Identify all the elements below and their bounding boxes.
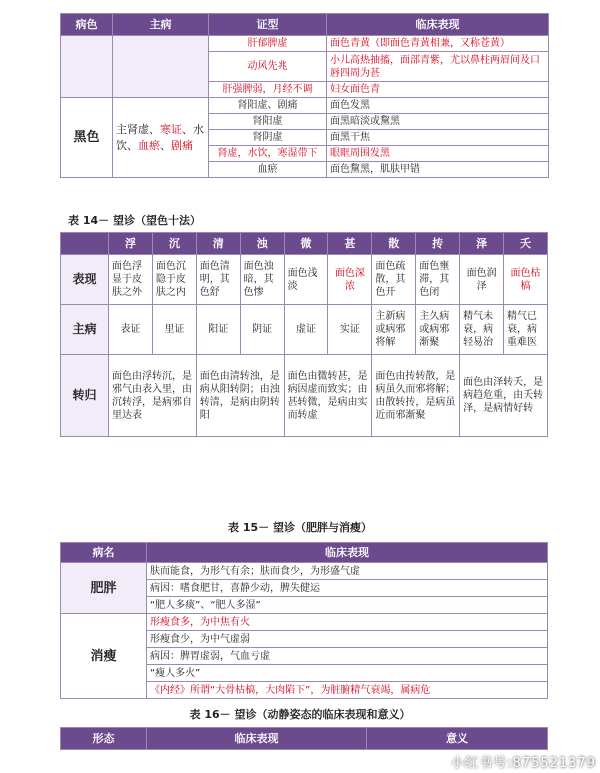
syndrome-cell: 动风先兆 bbox=[209, 52, 327, 82]
emaciation-row: 《内经》所谓“大骨枯槁，大肉陷下”，为脏腑精气衰竭，属病危 bbox=[147, 682, 548, 699]
table-ten-methods bbox=[60, 232, 548, 437]
caption-table-16: 表 16－ 望诊（动静姿态的临床表现和意义） bbox=[189, 708, 411, 721]
clinical-cell: 眼眶周围发黑 bbox=[327, 146, 549, 162]
table-color-diseases bbox=[60, 13, 549, 178]
caption-table-14: 表 14－ 望诊（望色十法） bbox=[68, 214, 201, 227]
emaciation-label: 消瘦 bbox=[61, 614, 147, 699]
disease-cell: 精气未衰，病轻易治 bbox=[460, 305, 504, 355]
syndrome-cell: 肾阳虚、剧痛 bbox=[209, 98, 327, 114]
black-label: 黑色 bbox=[61, 98, 113, 178]
header-disease-color: 病色 bbox=[61, 14, 113, 36]
header-method: 甚 bbox=[328, 233, 372, 255]
clinical-cell: 面色青黄（即面色青黄相兼，又称苍黄） bbox=[327, 36, 549, 52]
header-clinical: 临床表现 bbox=[147, 543, 548, 563]
header-method: 抟 bbox=[416, 233, 460, 255]
header-disease-name: 病名 bbox=[61, 543, 147, 563]
clinical-cell: 面色发黑 bbox=[327, 98, 549, 114]
disease-cell: 阳证 bbox=[196, 305, 240, 355]
emaciation-row: 形瘦食少，为中气虚弱 bbox=[147, 631, 548, 648]
header-method: 夭 bbox=[504, 233, 548, 255]
table-posture bbox=[60, 727, 548, 750]
syndrome-cell: 肾阳虚 bbox=[209, 114, 327, 130]
obesity-row: 病因：嗜食肥甘，喜静少动，脾失健运 bbox=[147, 580, 548, 597]
syndrome-cell: 肝郁脾虚 bbox=[209, 36, 327, 52]
obesity-row: “肥人多痰”、“肥人多湿” bbox=[147, 597, 548, 614]
disease-cell: 精气已衰，病重难医 bbox=[504, 305, 548, 355]
clinical-cell: 小儿高热抽搐，面部青紫，尤以鼻柱两眉间及口唇四周为甚 bbox=[327, 52, 549, 82]
disease-cell: 主新病或病邪将解 bbox=[372, 305, 416, 355]
syndrome-cell: 肾虚，水饮，寒湿带下 bbox=[209, 146, 327, 162]
disease-cell: 表证 bbox=[109, 305, 153, 355]
disease-cell: 实证 bbox=[328, 305, 372, 355]
emaciation-row: 形瘦食多，为中焦有火 bbox=[147, 614, 548, 631]
disease-cell: 主久病或病邪渐聚 bbox=[416, 305, 460, 355]
syndrome-cell: 肝强脾弱，月经不调 bbox=[209, 82, 327, 98]
outcome-cell: 面色由浮转沉，是邪气由表入里，由沉转浮，是病邪自里达表 bbox=[109, 355, 197, 437]
cell-empty bbox=[113, 36, 209, 98]
header-corner bbox=[61, 233, 109, 255]
caption-table-15: 表 15－ 望诊（肥胖与消瘦） bbox=[228, 521, 372, 534]
header-main-disease: 主病 bbox=[113, 14, 209, 36]
header-clinical: 临床表现 bbox=[147, 728, 367, 750]
row-label-manifestation: 表现 bbox=[61, 255, 109, 305]
outcome-cell: 面色由抟转散，是病虽久而邪将解；由散转抟，是病虽近而邪渐聚 bbox=[372, 355, 460, 437]
black-main-disease: 主肾虚、寒证、水饮、血瘀、剧痛 bbox=[113, 98, 209, 178]
clinical-cell: 面色黧黑，肌肤甲错 bbox=[327, 162, 549, 178]
header-method: 清 bbox=[196, 233, 240, 255]
manifestation-cell: 面色疏散，其色开 bbox=[372, 255, 416, 305]
syndrome-cell: 血瘀 bbox=[209, 162, 327, 178]
disease-cell: 里证 bbox=[152, 305, 196, 355]
manifestation-cell: 面色浮显于皮肤之外 bbox=[109, 255, 153, 305]
outcome-cell: 面色由泽转夭，是病趋危重，由夭转泽，是病情好转 bbox=[460, 355, 548, 437]
header-method: 浮 bbox=[109, 233, 153, 255]
header-clinical: 临床表现 bbox=[327, 14, 549, 36]
header-method: 浊 bbox=[240, 233, 284, 255]
header-method: 微 bbox=[284, 233, 328, 255]
outcome-cell: 面色由微转甚，是病因虚而致实；由甚转微，是病由实而转虚 bbox=[284, 355, 372, 437]
row-label-outcome: 转归 bbox=[61, 355, 109, 437]
cell-empty bbox=[61, 36, 113, 98]
watermark: 小红书号:875521379 bbox=[451, 756, 596, 771]
manifestation-cell: 面色清明，其色舒 bbox=[196, 255, 240, 305]
header-syndrome: 证型 bbox=[209, 14, 327, 36]
header-method: 泽 bbox=[460, 233, 504, 255]
manifestation-cell: 面色壅滞，其色闭 bbox=[416, 255, 460, 305]
outcome-cell: 面色由清转浊，是病从阳转阴；由浊转清，是病由阴转阳 bbox=[196, 355, 284, 437]
manifestation-cell: 面色枯槁 bbox=[504, 255, 548, 305]
header-method: 散 bbox=[372, 233, 416, 255]
table-obesity-emaciation bbox=[60, 542, 548, 699]
header-form: 形态 bbox=[61, 728, 147, 750]
disease-cell: 虚证 bbox=[284, 305, 328, 355]
emaciation-row: 病因：脾胃虚弱，气血亏虚 bbox=[147, 648, 548, 665]
obesity-label: 肥胖 bbox=[61, 563, 147, 614]
manifestation-cell: 面色浅淡 bbox=[284, 255, 328, 305]
header-meaning: 意义 bbox=[367, 728, 548, 750]
manifestation-cell: 面色沉隐于皮肤之内 bbox=[152, 255, 196, 305]
clinical-cell: 妇女面色青 bbox=[327, 82, 549, 98]
clinical-cell: 面黑暗淡或黧黑 bbox=[327, 114, 549, 130]
row-label-disease: 主病 bbox=[61, 305, 109, 355]
manifestation-cell: 面色深浓 bbox=[328, 255, 372, 305]
obesity-row: 肤而能食，为形气有余；肤而食少，为形盛气虚 bbox=[147, 563, 548, 580]
disease-cell: 阴证 bbox=[240, 305, 284, 355]
manifestation-cell: 面色浊暗，其色惨 bbox=[240, 255, 284, 305]
header-method: 沉 bbox=[152, 233, 196, 255]
manifestation-cell: 面色润泽 bbox=[460, 255, 504, 305]
syndrome-cell: 肾阴虚 bbox=[209, 130, 327, 146]
clinical-cell: 面黑干焦 bbox=[327, 130, 549, 146]
emaciation-row: “瘦人多火” bbox=[147, 665, 548, 682]
